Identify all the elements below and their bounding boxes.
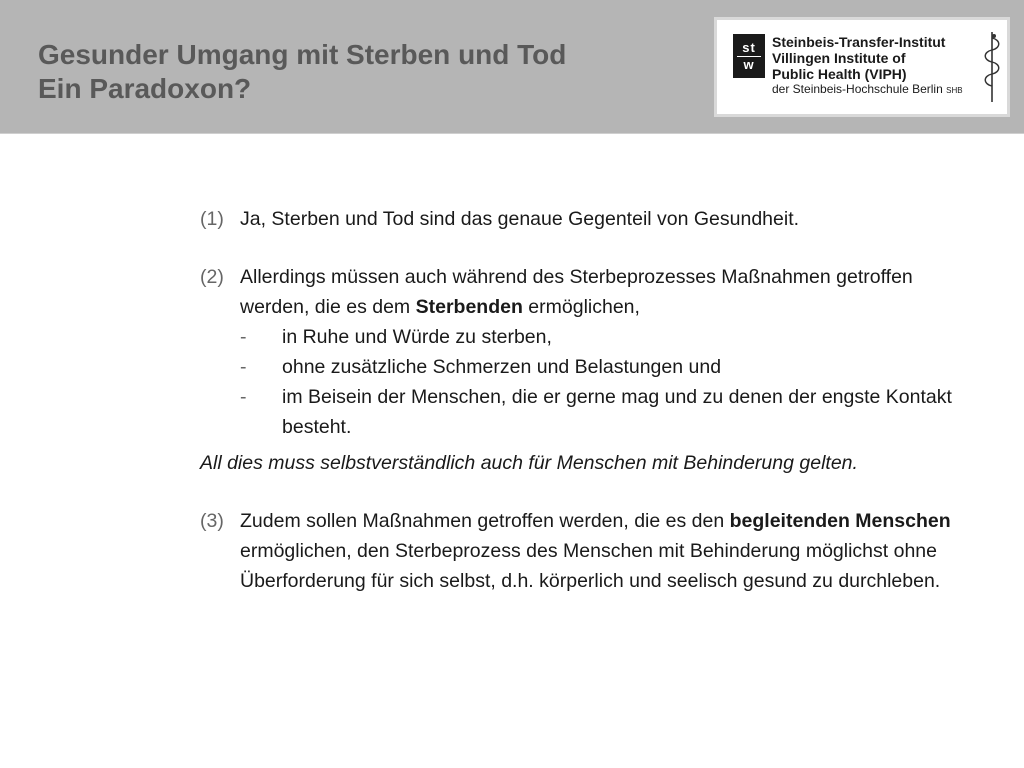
item-text-part: Allerdings müssen auch während des Sterbeprozesses Maßnahmen getroffen werden, die es dem bbox=[240, 266, 913, 318]
item-number: (2) bbox=[200, 266, 224, 288]
item-text bbox=[240, 506, 960, 596]
title-line-1: Gesunder Umgang mit Sterben und Tod bbox=[38, 39, 567, 70]
logo-mark-top: st bbox=[742, 39, 756, 55]
item-text-part: ermöglichen, den Sterbeprozess des Menschen mit Behinderung möglichst ohne Überforderung für sich selbst, d.h. körperlich und seelisch gesund zu durchleben. bbox=[240, 540, 941, 592]
sub-list-text: ohne zusätzliche Schmerzen und Belastungen und bbox=[282, 356, 722, 378]
sub-list-text: im Beisein der Menschen, die er gerne mag und zu denen der engste Kontakt besteht. bbox=[282, 386, 952, 438]
item-text bbox=[240, 262, 960, 442]
item-text-part: ermöglichen, bbox=[522, 296, 640, 318]
logo-mark-bottom: w bbox=[743, 56, 755, 72]
item-text: Ja, Sterben und Tod sind das genaue Gegenteil von Gesundheit. bbox=[240, 208, 800, 230]
list-item-3 bbox=[200, 506, 960, 596]
item-number: (3) bbox=[200, 510, 224, 532]
list-item-2 bbox=[200, 262, 960, 442]
logo-text bbox=[772, 34, 992, 98]
page-title bbox=[38, 38, 678, 106]
logo-line-2: Villingen Institute of bbox=[772, 50, 906, 66]
sub-list-text: in Ruhe und Würde zu sterben, bbox=[282, 326, 552, 348]
logo-line-3: Public Health (VIPH) bbox=[772, 66, 907, 82]
logo-line-4-suffix: SHB bbox=[946, 86, 963, 95]
dash-bullet: - bbox=[240, 356, 247, 378]
institute-logo bbox=[714, 17, 1010, 117]
list-item-1 bbox=[200, 204, 960, 234]
item-text-emphasis: Sterbenden bbox=[415, 296, 523, 318]
sub-list-item bbox=[240, 352, 960, 382]
behinderung-note: All dies muss selbstverständlich auch für Menschen mit Behinderung gelten. bbox=[200, 452, 858, 474]
logo-line-4 bbox=[772, 82, 992, 98]
stw-logo-mark bbox=[733, 34, 765, 78]
dash-bullet: - bbox=[240, 326, 247, 348]
staff-of-asclepius-icon bbox=[981, 30, 1003, 104]
logo-line-4-text: der Steinbeis-Hochschule Berlin bbox=[772, 82, 943, 96]
item-text-part: Zudem sollen Maßnahmen getroffen werden, die es den bbox=[240, 510, 730, 532]
item-text-emphasis: begleitenden Menschen bbox=[729, 510, 951, 532]
header-bar bbox=[0, 0, 1024, 134]
item-number: (1) bbox=[200, 208, 224, 230]
slide-content bbox=[200, 204, 960, 596]
dash-bullet: - bbox=[240, 386, 247, 408]
sub-list-item bbox=[240, 382, 960, 442]
title-line-2: Ein Paradoxon? bbox=[38, 73, 252, 104]
sub-list-item bbox=[240, 322, 960, 352]
logo-line-1: Steinbeis-Transfer-Institut bbox=[772, 34, 946, 50]
